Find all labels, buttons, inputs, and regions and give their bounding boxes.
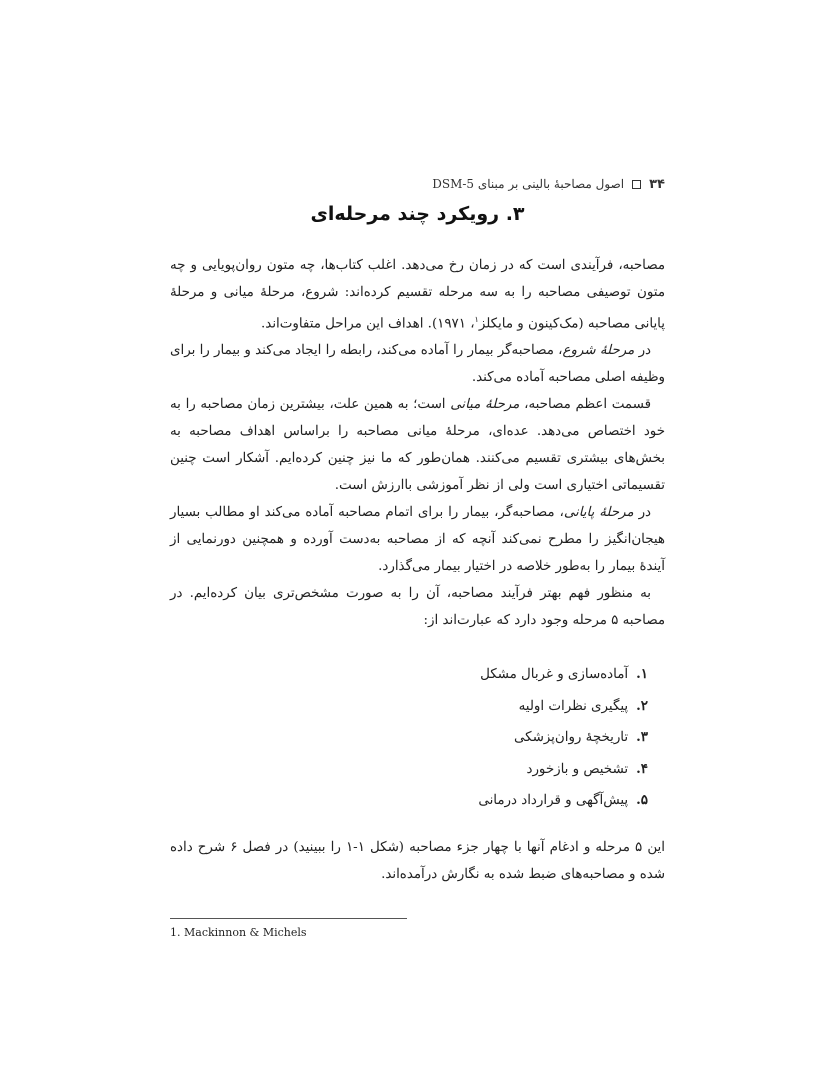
footnote-divider <box>170 918 407 919</box>
list-label: پیگیری نظرات اولیه <box>518 698 629 714</box>
paragraph-text: ، ۱۹۷۱). اهداف این مراحل متفاوت‌اند. <box>261 316 475 332</box>
footnote-marker: ۱ <box>474 315 479 324</box>
paragraph-five-stages: به منظور فهم بهتر فرآیند مصاحبه، آن را به صورت مشخص‌تری بیان کرده‌ایم. در مصاحبه ۵ مرحله وجود دارد که عبارت‌اند از: <box>170 586 665 629</box>
chapter-title: ۳. رویکرد چند مرحله‌ای <box>310 203 525 225</box>
list-item <box>478 785 648 817</box>
emphasis-term: مرحلهٔ پایانی <box>563 505 634 521</box>
running-head <box>170 174 665 194</box>
paragraph-text: ، مصاحبه‌گر بیمار را آماده می‌کند، رابطه را ایجاد می‌کند و بیمار را برای وظیفه اصلی مصاحبه آماده می‌کند. <box>170 343 665 386</box>
paragraph-text: در <box>634 343 651 359</box>
paragraph-middle-phase <box>170 391 665 499</box>
list-label: تشخیص و بازخورد <box>526 761 629 777</box>
emphasis-term: مرحلهٔ میانی <box>450 397 520 413</box>
book-title: اصول مصاحبهٔ بالینی بر مبنای DSM-5 <box>432 177 625 191</box>
paragraph-intro <box>170 252 665 337</box>
paragraph-text: قسمت اعظم مصاحبه، <box>519 397 651 413</box>
body-text <box>170 252 665 634</box>
stages-list <box>478 659 648 817</box>
list-number: ۲. <box>636 697 648 714</box>
paragraph-text: ، مصاحبه‌گر، بیمار را برای اتمام مصاحبه آماده می‌کند او مطالب بسیار هیجان‌انگیز را مطرح نمی‌کند آنچه که از مصاحبه به‌دست آورده و همچنین دورنمایی از آیندهٔ بیمار را به‌طور خلاصه در اختیار بیمار می‌گذارد. <box>170 505 665 575</box>
paragraph-opening-phase <box>170 337 665 391</box>
paragraph-text: است؛ به همین علت، بیشترین زمان مصاحبه را به خود اختصاص می‌دهد. عده‌ای، مرحلهٔ میانی مصاحبه را براساس اهداف مصاحبه به بخش‌های بیشتری تقسیم می‌کنند. همان‌طور که ما نیز چنین کرده‌ایم. آشکار است چنین تقسیماتی اختیاری است ولی از نظر آموزشی باارزش است. <box>170 397 665 494</box>
list-item <box>478 691 648 723</box>
list-label: آماده‌سازی و غربال مشکل <box>480 667 629 682</box>
list-number: ۱. <box>636 666 648 682</box>
list-item <box>478 722 648 754</box>
paragraph-text: مصاحبه، فرآیندی است که در زمان رخ می‌دهد. اغلب کتاب‌ها، چه متون روان‌پویایی و چه متون توصیفی مصاحبه را به سه مرحله تقسیم کرده‌اند: شروع، مرحلهٔ میانی و مرحلهٔ پایانی مصاحبه (مک‌کینون و مایکلز <box>170 258 665 332</box>
footnote: 1. Mackinnon & Michels <box>170 926 307 939</box>
emphasis-term: مرحلهٔ شروع <box>562 343 635 359</box>
list-number: ۵. <box>636 792 648 808</box>
list-number: ۴. <box>636 760 648 777</box>
list-item <box>478 659 648 691</box>
square-bullet-icon <box>632 180 641 189</box>
closing-paragraph: این ۵ مرحله و ادغام آنها با چهار جزء مصاحبه (شکل ۱-۱ را ببینید) در فصل ۶ شرح داده شده و مصاحبه‌های ضبط شده به نگارش درآمده‌اند. <box>170 840 665 882</box>
list-item <box>478 754 648 786</box>
list-label: پیش‌آگهی و قرارداد درمانی <box>478 793 629 808</box>
paragraph-closing-phase <box>170 499 665 580</box>
list-label: تاریخچهٔ روان‌پزشکی <box>514 730 629 745</box>
page-number: ۳۴ <box>649 176 665 192</box>
list-number: ۳. <box>636 729 648 745</box>
paragraph-text: در <box>633 505 652 521</box>
